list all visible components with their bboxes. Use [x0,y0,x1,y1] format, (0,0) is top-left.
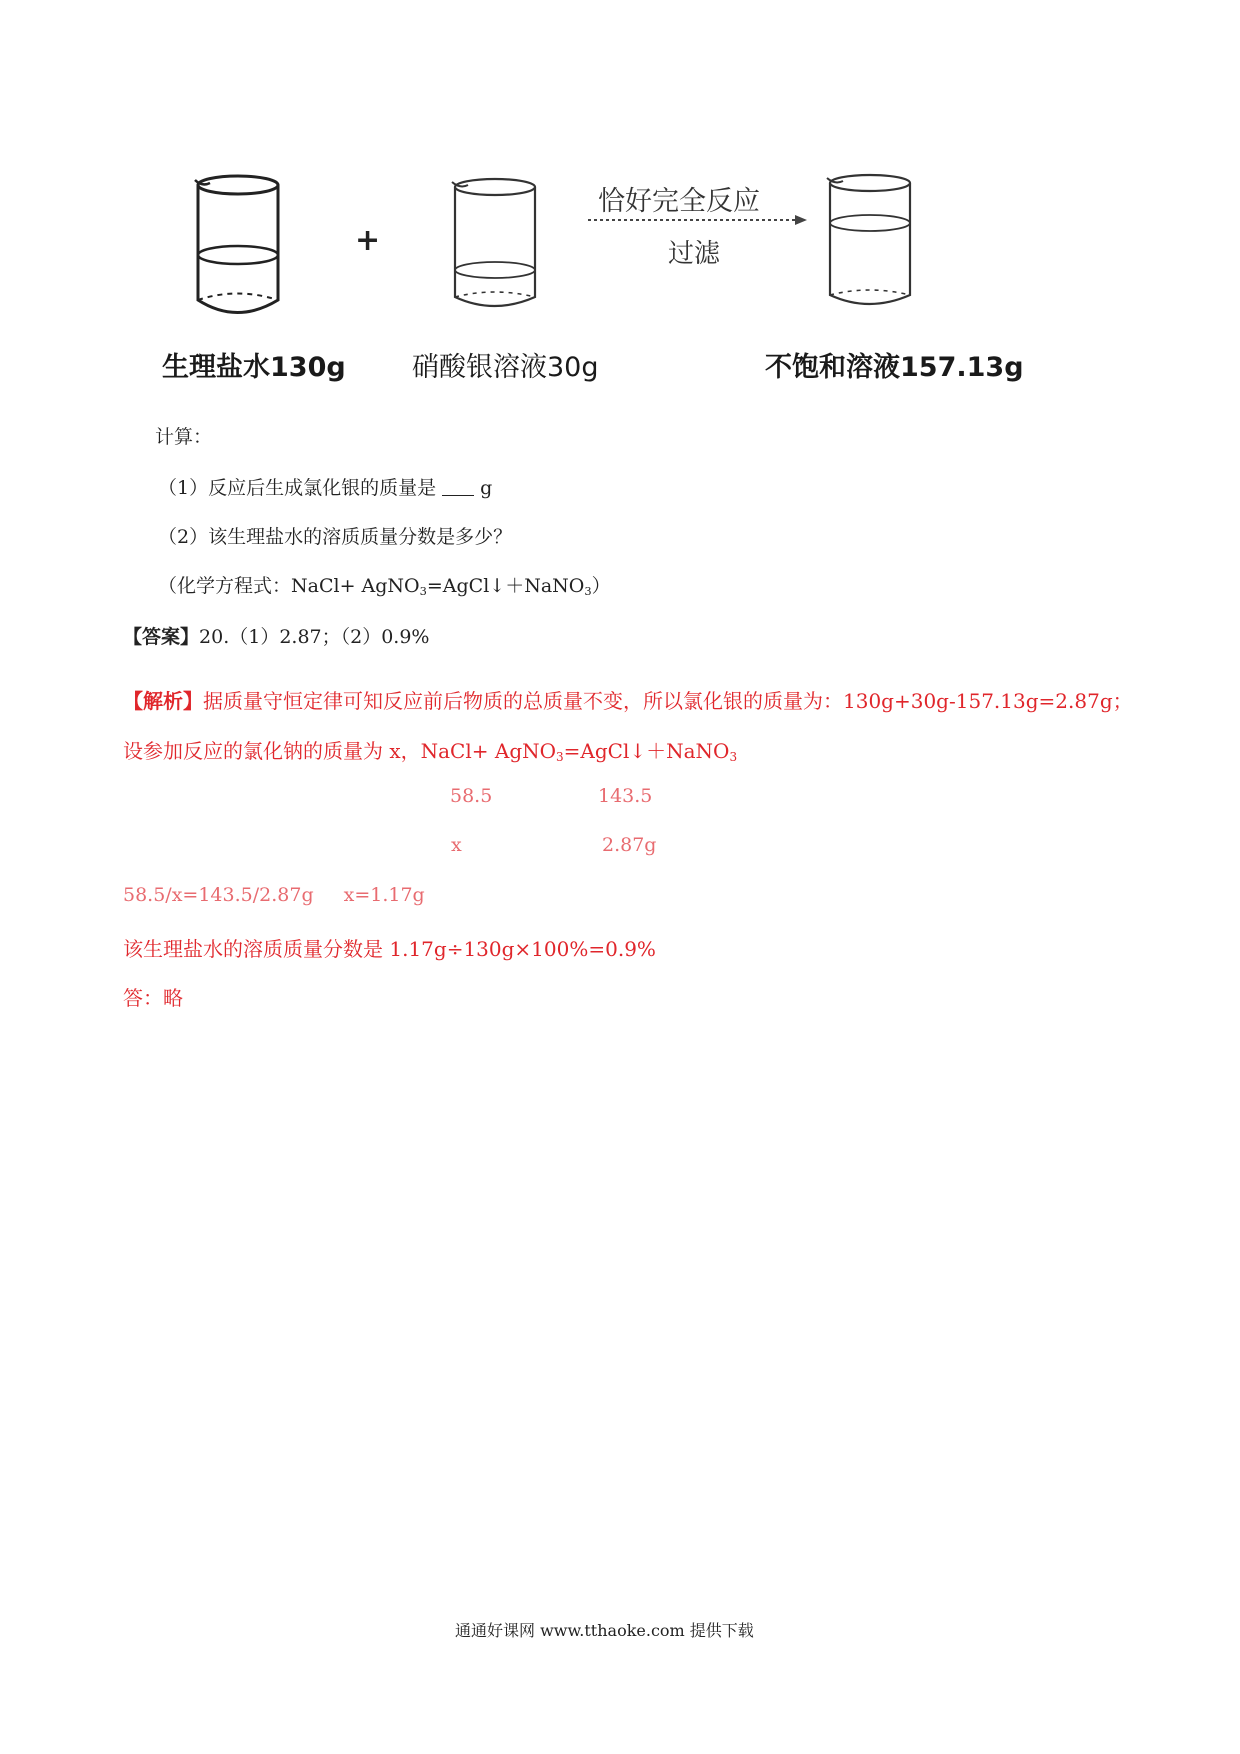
analysis-text-3: =AgCl↓＋NaNO [563,739,730,763]
answer-text: 20.（1）2.87；（2）0.9% [199,626,430,648]
ratio-a: 58.5 [450,785,493,807]
question-1 [158,473,492,500]
analysis-subscript-2: 3 [729,750,738,764]
analysis-text-2: 设参加反应的氯化钠的质量为 x，NaCl+ AgNO [123,739,557,763]
beaker-saline [195,176,278,313]
ratio-b: 143.5 [598,785,653,807]
proportion-text: 58.5/x=143.5/2.87g [123,884,314,906]
analysis-line-2 [123,735,737,764]
label-saline: 生理盐水130g [162,352,346,383]
conclusion-line: 答：略 [123,986,183,1010]
ratio-d: 2.87g [602,834,657,856]
label-silver-nitrate: 硝酸银溶液30g [412,352,599,383]
chemical-equation [158,571,611,598]
beaker-unsaturated [827,175,910,304]
answer-tag: 【答案】 [123,626,200,648]
answer-blank [442,495,474,496]
arrow-head-icon [795,215,807,225]
equation-part-1: （化学方程式：NaCl+ AgNO [158,575,420,597]
question-2: （2）该生理盐水的溶质质量分数是多少？ [158,526,513,548]
analysis-line-1 [123,685,1133,714]
equation-part-2: =AgCl↓＋NaNO [426,575,585,597]
question-1-unit: g [480,477,493,499]
arrow-top-label: 恰好完全反应 [598,186,760,217]
analysis-text-1: 据质量守恒定律可知反应前后物质的总质量不变，所以氯化银的质量为：130g+30g-157.13g=2.87g； [203,689,1133,713]
result-line: 该生理盐水的溶质质量分数是 1.17g÷130g×100%=0.9% [123,937,656,961]
equation-subscript-1: 3 [419,583,427,598]
analysis-tag: 【解析】 [123,689,203,713]
question-1-text: （1）反应后生成氯化银的质量是 [158,477,437,499]
equation-subscript-2: 3 [584,583,592,598]
page-footer: 通通好课网 www.tthaoke.com 提供下载 [455,1621,754,1640]
plus-sign: + [355,223,381,258]
solution-text: x=1.17g [343,884,425,906]
analysis-subscript-1: 3 [556,750,564,764]
calc-label: 计算： [155,426,213,448]
proportion-line [123,884,425,906]
ratio-c: x [451,834,462,856]
beaker-silver-nitrate [452,179,535,306]
equation-part-3: ） [591,575,611,597]
answer-line [123,622,429,649]
arrow-bottom-label: 过滤 [668,239,721,269]
reaction-diagram [140,165,1020,340]
label-unsaturated: 不饱和溶液157.13g [765,352,1024,383]
